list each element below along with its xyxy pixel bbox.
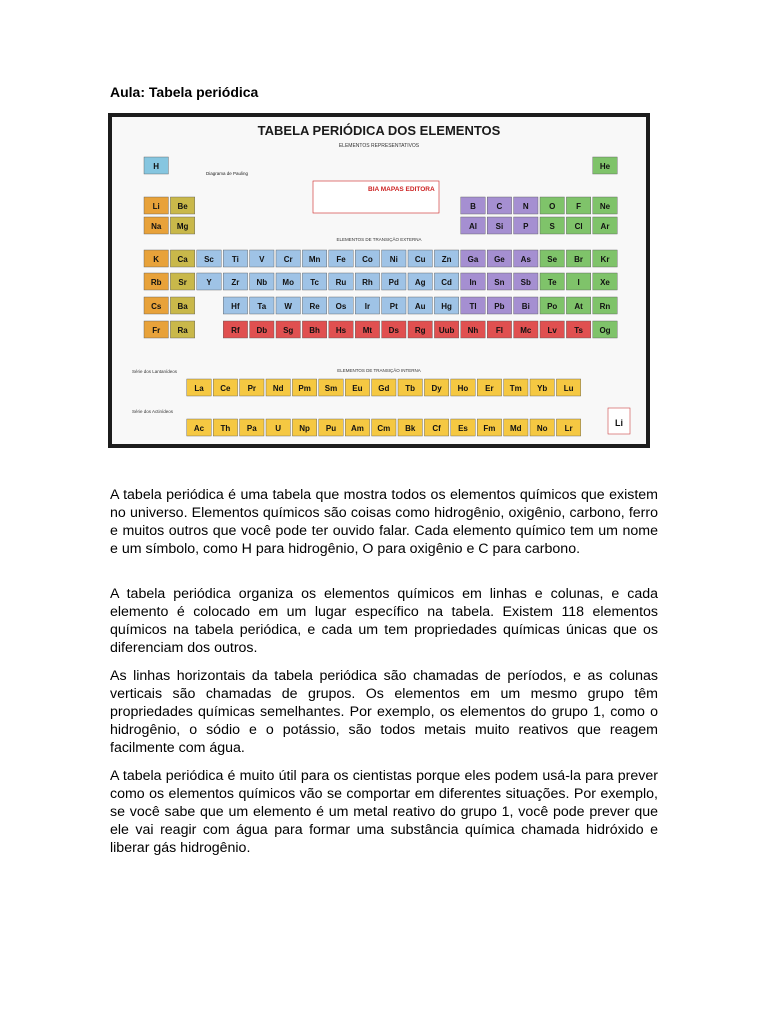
subtitle-inner: ELEMENTOS DE TRANSIÇÃO INTERNA: [337, 368, 421, 373]
element-c-symbol: C: [496, 202, 503, 211]
element-p-symbol: P: [523, 222, 529, 231]
element-fl-symbol: Fl: [495, 326, 503, 335]
element-n-symbol: N: [522, 202, 529, 211]
element-se-symbol: Se: [547, 255, 558, 264]
element-fm-symbol: Fm: [483, 424, 496, 433]
element-re-symbol: Re: [309, 302, 320, 311]
element-i-symbol: I: [577, 278, 580, 287]
paragraph-3: [110, 667, 658, 757]
element-cu-symbol: Cu: [414, 255, 426, 264]
element-gd-symbol: Gd: [378, 384, 390, 393]
element-te-symbol: Te: [547, 278, 557, 287]
element-lr-symbol: Lr: [564, 424, 573, 433]
element-y-symbol: Y: [206, 278, 212, 287]
element-pu-symbol: Pu: [325, 424, 337, 433]
element-ra-symbol: Ra: [177, 326, 188, 335]
element-lu-symbol: Lu: [563, 384, 574, 393]
element-pa-symbol: Pa: [246, 424, 257, 433]
element-rg-symbol: Rg: [414, 326, 426, 335]
element-o-symbol: O: [549, 202, 556, 211]
element-po-symbol: Po: [547, 302, 558, 311]
pauling-label: Diagrama de Pauling: [206, 171, 249, 176]
element-br-symbol: Br: [574, 255, 584, 264]
element-zn-symbol: Zn: [441, 255, 452, 264]
element-rf-symbol: Rf: [231, 326, 240, 335]
element-tl-symbol: Tl: [469, 302, 477, 311]
element-ds-symbol: Ds: [388, 326, 399, 335]
element-ag-symbol: Ag: [414, 278, 426, 287]
poster-subtitle-representative: ELEMENTOS REPRESENTATIVOS: [338, 143, 420, 149]
paragraph-2-text: A tabela periódica organiza os elementos químicos em linhas e colunas, e cada elemento é colocado em um lugar específico na tabela. Existem 118 elementos químicos na tabela periódica, e cada um tem propriedades químicas únicas que os diferenciam dos outros.: [110, 586, 658, 656]
element-cd-symbol: Cd: [441, 278, 452, 287]
element-la-symbol: La: [194, 384, 204, 393]
element-nh-symbol: Nh: [467, 326, 479, 335]
subtitle-transition: ELEMENTOS DE TRANSIÇÃO EXTERNA: [336, 237, 422, 242]
element-rb-symbol: Rb: [150, 278, 162, 287]
poster-title: TABELA PERIÓDICA DOS ELEMENTOS: [257, 123, 501, 138]
element-rn-symbol: Rn: [599, 302, 611, 311]
paragraph-4-text: A tabela periódica é muito útil para os cientistas porque eles podem usá-la para prever como os elementos químicos vão se comportar em diferentes situações. Por exemplo, se você sabe que um elemento é um metal reativo do grupo 1, você pode prever que ele vai reagir com água para formar uma substância química chamada hidróxido e liberar gás hidrogênio.: [110, 768, 658, 856]
element-ir-symbol: Ir: [364, 302, 371, 311]
element-w-symbol: W: [284, 302, 292, 311]
paragraph-1-text: A tabela periódica é uma tabela que mostra todos os elementos químicos que existem no universo. Elementos químicos são coisas como hidrogênio, oxigênio, carbono, ferro e muitos outros que você pode ter ouvido falar. Cada elemento químico tem um nome e um símbolo, como H para hidrogênio, O para oxigênio e C para carbono.: [110, 487, 658, 557]
element-k-symbol: K: [153, 255, 160, 264]
element-h-symbol: H: [153, 162, 160, 171]
element-pt-symbol: Pt: [389, 302, 398, 311]
element-er-symbol: Er: [485, 384, 494, 393]
element-al-symbol: Al: [469, 222, 477, 231]
legend-sample-symbol: Li: [615, 418, 623, 428]
element-cl-symbol: Cl: [574, 222, 583, 231]
element-ta-symbol: Ta: [257, 302, 267, 311]
element-ga-symbol: Ga: [467, 255, 479, 264]
element-f-symbol: F: [576, 202, 582, 211]
element-ba-symbol: Ba: [177, 302, 188, 311]
element-og-symbol: Og: [599, 326, 611, 335]
element-pr-symbol: Pr: [247, 384, 257, 393]
element-bk-symbol: Bk: [405, 424, 416, 433]
element-xe-symbol: Xe: [600, 278, 610, 287]
element-dy-symbol: Dy: [431, 384, 442, 393]
element-am-symbol: Am: [350, 424, 364, 433]
element-fe-symbol: Fe: [336, 255, 346, 264]
element-pd-symbol: Pd: [388, 278, 399, 287]
element-tb-symbol: Tb: [405, 384, 416, 393]
element-sm-symbol: Sm: [324, 384, 338, 393]
element-he-symbol: He: [599, 162, 611, 171]
publisher-name: BIA MAPAS EDITORA: [368, 186, 435, 193]
page-title: Aula: Tabela periódica: [110, 84, 259, 100]
element-es-symbol: Es: [458, 424, 468, 433]
element-au-symbol: Au: [414, 302, 426, 311]
element-ar-symbol: Ar: [600, 222, 610, 231]
element-mt-symbol: Mt: [362, 326, 373, 335]
element-bh-symbol: Bh: [309, 326, 320, 335]
element-pm-symbol: Pm: [298, 384, 311, 393]
element-ti-symbol: Ti: [231, 255, 239, 264]
element-ru-symbol: Ru: [335, 278, 347, 287]
lanthanide-label: Série dos Lantanídeos: [132, 369, 178, 374]
element-mn-symbol: Mn: [308, 255, 321, 264]
element-fr-symbol: Fr: [152, 326, 161, 335]
element-os-symbol: Os: [335, 302, 347, 311]
element-mg-symbol: Mg: [176, 222, 189, 231]
element-hf-symbol: Hf: [231, 302, 240, 311]
actinide-label: Série dos Actinídeos: [132, 409, 174, 414]
element-tc-symbol: Tc: [310, 278, 319, 287]
element-rh-symbol: Rh: [362, 278, 373, 287]
element-hg-symbol: Hg: [441, 302, 452, 311]
element-th-symbol: Th: [220, 424, 231, 433]
element-mo-symbol: Mo: [282, 278, 294, 287]
element-db-symbol: Db: [256, 326, 268, 335]
element-uub-symbol: Uub: [438, 326, 455, 335]
element-sg-symbol: Sg: [283, 326, 294, 335]
element-na-symbol: Na: [151, 222, 162, 231]
element-yb-symbol: Yb: [537, 384, 548, 393]
element-no-symbol: No: [536, 424, 548, 433]
element-cm-symbol: Cm: [377, 424, 391, 433]
element-ac-symbol: Ac: [193, 424, 205, 433]
element-hs-symbol: Hs: [335, 326, 347, 335]
element-cr-symbol: Cr: [283, 255, 293, 264]
element-at-symbol: At: [574, 302, 583, 311]
element-nb-symbol: Nb: [256, 278, 268, 287]
element-sb-symbol: Sb: [520, 278, 531, 287]
element-si-symbol: Si: [495, 222, 504, 231]
element-b-symbol: B: [470, 202, 476, 211]
element-lv-symbol: Lv: [547, 326, 557, 335]
periodic-table-figure: [108, 113, 650, 448]
periodic-table-image: [108, 113, 650, 448]
paragraph-1: [110, 486, 658, 558]
element-eu-symbol: Eu: [352, 384, 363, 393]
paragraph-2: [110, 585, 658, 657]
element-s-symbol: S: [549, 222, 555, 231]
element-co-symbol: Co: [362, 255, 373, 264]
element-li-symbol: Li: [152, 202, 160, 211]
element-bi-symbol: Bi: [521, 302, 530, 311]
element-ho-symbol: Ho: [457, 384, 469, 393]
paragraph-4: [110, 767, 658, 857]
element-mc-symbol: Mc: [520, 326, 532, 335]
element-v-symbol: V: [259, 255, 265, 264]
element-pb-symbol: Pb: [494, 302, 505, 311]
paragraph-3-text: As linhas horizontais da tabela periódica são chamadas de períodos, e as colunas verticais são chamadas de grupos. Os elementos em um mesmo grupo têm propriedades químicas semelhantes. Por exemplo, os elementos do grupo 1, como o hidrogênio, o sódio e o potássio, são todos metais muito reativos que reagem facilmente com água.: [110, 668, 658, 756]
element-kr-symbol: Kr: [600, 255, 610, 264]
element-sr-symbol: Sr: [178, 278, 187, 287]
element-ge-symbol: Ge: [494, 255, 505, 264]
element-ni-symbol: Ni: [389, 255, 398, 264]
element-u-symbol: U: [275, 424, 282, 433]
element-md-symbol: Md: [510, 424, 522, 433]
element-in-symbol: In: [469, 278, 477, 287]
element-sn-symbol: Sn: [494, 278, 505, 287]
element-be-symbol: Be: [177, 202, 188, 211]
element-cs-symbol: Cs: [151, 302, 162, 311]
element-ne-symbol: Ne: [599, 202, 611, 211]
element-ce-symbol: Ce: [220, 384, 231, 393]
element-as-symbol: As: [520, 255, 531, 264]
element-ts-symbol: Ts: [574, 326, 583, 335]
element-zr-symbol: Zr: [231, 278, 240, 287]
element-np-symbol: Np: [299, 424, 310, 433]
element-nd-symbol: Nd: [272, 384, 284, 393]
element-ca-symbol: Ca: [177, 255, 188, 264]
element-sc-symbol: Sc: [204, 255, 214, 264]
element-tm-symbol: Tm: [509, 384, 522, 393]
element-cf-symbol: Cf: [432, 424, 441, 433]
